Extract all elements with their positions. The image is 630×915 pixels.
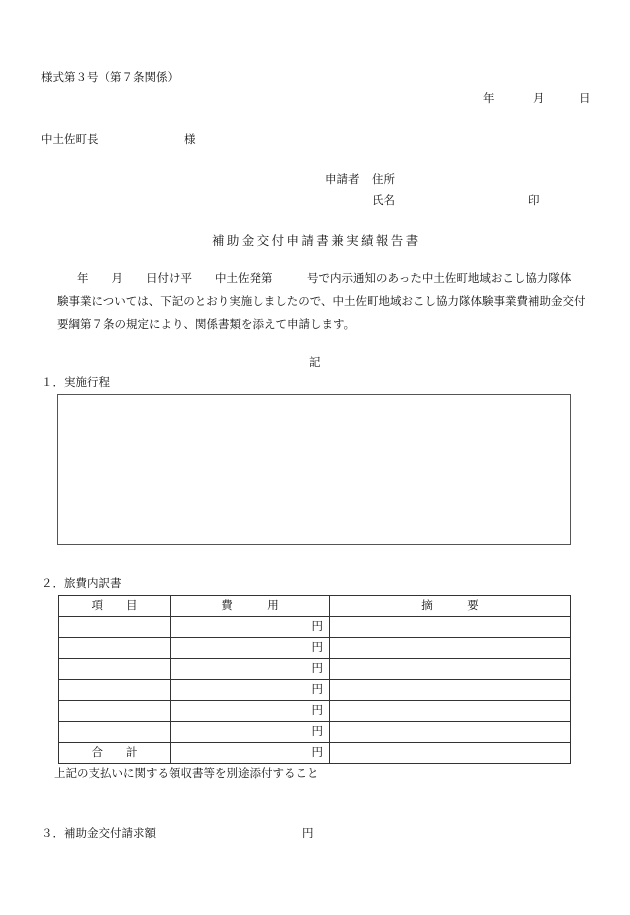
header-amount: 費 用 <box>171 596 330 617</box>
table-row <box>59 638 571 659</box>
ki-heading: 記 <box>309 355 321 369</box>
item-cell[interactable] <box>59 722 171 743</box>
addressee-honorific: 様 <box>184 132 196 146</box>
date-day: 日 <box>579 91 591 105</box>
item-cell[interactable] <box>59 638 171 659</box>
section2-label: ２．旅費内訳書 <box>41 576 122 590</box>
name-label: 氏名 <box>372 193 395 207</box>
table-row <box>59 722 571 743</box>
note-cell[interactable] <box>330 680 571 701</box>
date-year: 年 <box>483 91 495 105</box>
section3-unit: 円 <box>302 826 314 840</box>
applicant-label: 申請者 <box>325 172 360 186</box>
date-month: 月 <box>533 91 545 105</box>
amount-cell[interactable]: 円 <box>171 722 330 743</box>
receipt-note: 上記の支払いに関する領収書等を別途添付すること <box>54 766 319 780</box>
document-title: 補助金交付申請書兼実績報告書 <box>212 233 421 248</box>
amount-cell[interactable]: 円 <box>171 701 330 722</box>
body-line-2: 験事業については、下記のとおり実施しましたので、中土佐町地域おこし協力隊体験事業費補助金交付 <box>57 294 586 308</box>
addressee-name: 中土佐町長 <box>41 132 99 146</box>
table-total-row <box>59 743 571 764</box>
total-note-cell[interactable] <box>330 743 571 764</box>
table-row <box>59 680 571 701</box>
body-paragraph <box>57 267 592 336</box>
note-cell[interactable] <box>330 701 571 722</box>
amount-cell[interactable]: 円 <box>171 680 330 701</box>
section1-label: １．実施行程 <box>41 375 110 389</box>
table-row <box>59 617 571 638</box>
amount-cell[interactable]: 円 <box>171 659 330 680</box>
section3-label: ３．補助金交付請求額 <box>41 826 156 840</box>
total-label: 合 計 <box>59 743 171 764</box>
item-cell[interactable] <box>59 659 171 680</box>
item-cell[interactable] <box>59 617 171 638</box>
table-row <box>59 701 571 722</box>
note-cell[interactable] <box>330 659 571 680</box>
note-cell[interactable] <box>330 638 571 659</box>
item-cell[interactable] <box>59 701 171 722</box>
item-cell[interactable] <box>59 680 171 701</box>
itinerary-box[interactable] <box>57 394 571 545</box>
form-number: 様式第３号（第７条関係） <box>41 70 179 84</box>
travel-cost-table <box>58 595 571 764</box>
total-amount-cell[interactable]: 円 <box>171 743 330 764</box>
address-label: 住所 <box>372 172 395 186</box>
header-item: 項 目 <box>59 596 171 617</box>
note-cell[interactable] <box>330 722 571 743</box>
body-line-3: 要綱第７条の規定により、関係書類を添えて申請します。 <box>57 317 356 331</box>
table-header-row <box>59 596 571 617</box>
seal-mark: 印 <box>528 193 540 207</box>
header-note: 摘 要 <box>330 596 571 617</box>
table-row <box>59 659 571 680</box>
body-line-1: 年 月 日付け平 中土佐発第 号で内示通知のあった中土佐町地域おこし協力隊体 <box>77 271 572 285</box>
note-cell[interactable] <box>330 617 571 638</box>
amount-cell[interactable]: 円 <box>171 638 330 659</box>
amount-cell[interactable]: 円 <box>171 617 330 638</box>
